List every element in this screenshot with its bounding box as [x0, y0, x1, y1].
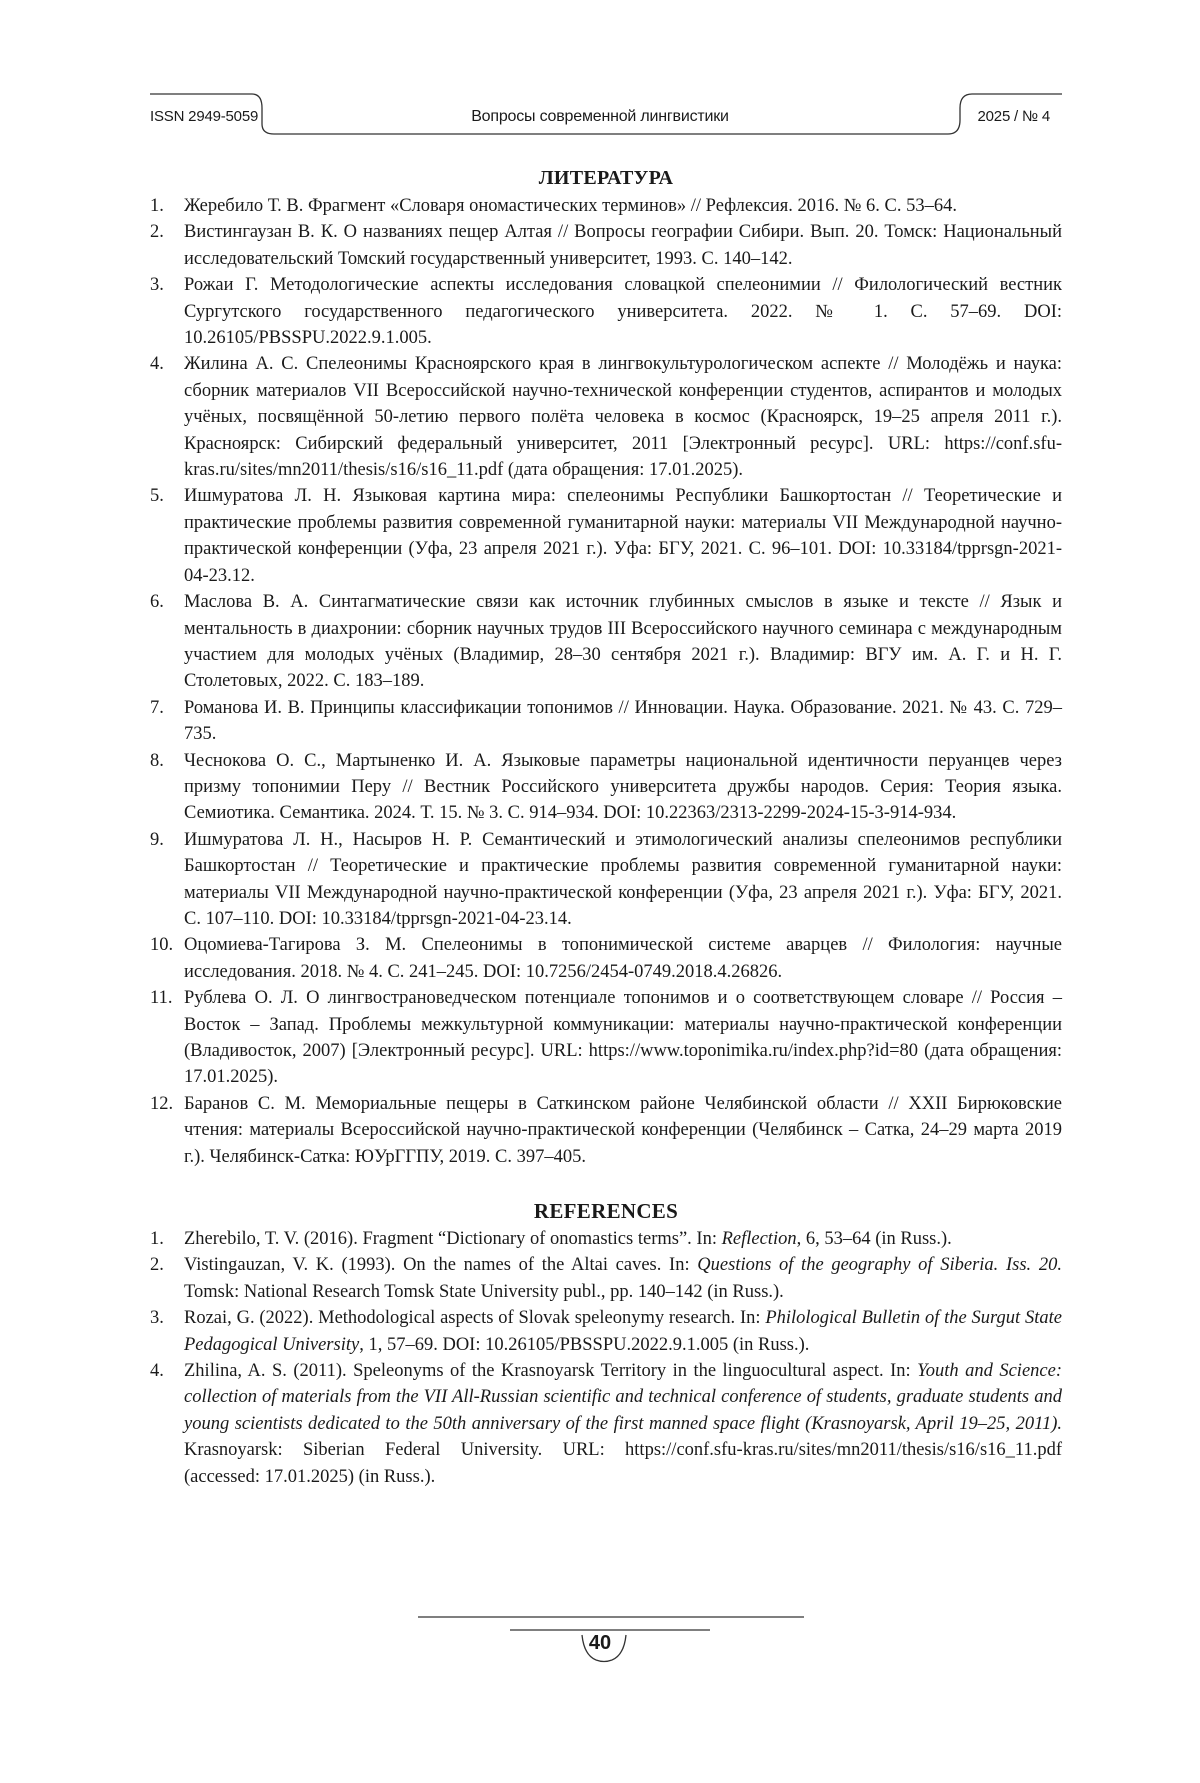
- issue-number: 2025 / № 4: [977, 108, 1050, 125]
- entry-text: Рублева О. Л. О лингвострановедческом потенциале топонимов и о соответствующем словаре // Россия – Восток – Запад. Проблемы межкультурной коммуникации: материалы научно-практической конференции (Владивосток, 2007) [Электронный ресурс]. URL: https://www.toponimika.ru/index.php?id=80 (дата обращения: 17.01.2025).: [184, 988, 1062, 1088]
- reference-entry: [150, 589, 1062, 695]
- entry-text: Романова И. В. Принципы классификации топонимов // Инновации. Наука. Образование. 2021. № 43. С. 729–735.: [184, 697, 1062, 745]
- reference-entry: [150, 483, 1062, 589]
- entry-text: Чеснокова О. С., Мартыненко И. А. Языковые параметры национальной идентичности перуанцев через призму топонимии Перу // Вестник Российского университета дружбы народов. Серия: Теория языка. Семиотика. Семантика. 2024. Т. 15. № 3. С. 914–934. DOI: 10.22363/2313-2299-2024-15-3-914-934.: [184, 750, 1062, 824]
- page-footer: [0, 1605, 1200, 1685]
- entry-text: Жеребило Т. В. Фрагмент «Словаря ономастических терминов» // Рефлексия. 2016. № 6. С. 53–64.: [184, 196, 957, 216]
- literature-heading: ЛИТЕРАТУРА: [538, 167, 674, 189]
- entry-number: 11.: [150, 988, 173, 1009]
- entry-text: Ишмуратова Л. Н. Языковая картина мира: спелеонимы Республики Башкортостан // Теоретические и практические проблемы развития современной гуманитарной науки: материалы VII Международной научно-практической конференции (Уфа, 23 апреля 2021 г.). Уфа: БГУ, 2021. С. 96–101. DOI: 10.33184/tpprsgn-2021-04-23.12.: [184, 486, 1062, 586]
- header-frame: [0, 0, 1200, 150]
- entry-text: Rozai, G. (2022). Methodological aspects of Slovak speleonymy research. In:: [184, 1308, 766, 1329]
- reference-entry: [150, 1091, 1062, 1170]
- entry-text: , 1, 57–69. DOI: 10.26105/PBSSPU.2022.9.1.005 (in Russ.).: [359, 1334, 810, 1355]
- entry-text: Krasnoyarsk: Siberian Federal University. URL: https://conf.sfu-kras.ru/sites/mn2011/thesis/s16/s16_11.pdf (accessed: 17.01.2025) (in Russ.).: [184, 1440, 1062, 1487]
- reference-entry: [150, 1252, 1062, 1305]
- entry-number: 2.: [150, 222, 164, 243]
- entry-source-title: Reflection: [721, 1229, 797, 1250]
- entry-text: Vistingauzan, V. K. (1993). On the names of the Altai caves. In:: [184, 1255, 698, 1276]
- entry-number: 2.: [150, 1255, 164, 1276]
- entry-source-title: Philological Bulletin of the Surgut State Pedagogical University: [184, 1308, 1062, 1355]
- journal-title: Вопросы современной лингвистики: [471, 108, 729, 125]
- entry-number: 4.: [150, 354, 164, 375]
- reference-entry: [150, 985, 1062, 1091]
- running-header: [0, 0, 1200, 150]
- reference-entry: [150, 351, 1062, 483]
- entry-number: 10.: [150, 935, 174, 956]
- issn: ISSN 2949-5059: [150, 108, 259, 125]
- entry-text: Рожаи Г. Методологические аспекты исследования словацкой спелеонимии // Филологический вестник Сургутского государственного педагогического университета. 2022. № 1. С. 57–69. DOI: 10.26105/PBSSPU.2022.9.1.005.: [184, 275, 1062, 349]
- entry-text: Tomsk: National Research Tomsk State University publ., pp. 140–142 (in Russ.).: [184, 1281, 784, 1302]
- entry-number: 9.: [150, 829, 164, 850]
- references-heading: REFERENCES: [533, 1199, 679, 1224]
- reference-entry: [150, 932, 1062, 985]
- entry-text: Zherebilo, T. V. (2016). Fragment “Dictionary of onomastics terms”. In:: [184, 1229, 722, 1250]
- entry-number: 12.: [150, 1093, 174, 1114]
- reference-entry: [150, 827, 1062, 933]
- reference-entry: [150, 1305, 1062, 1358]
- reference-entry: [150, 272, 1062, 351]
- entry-text: Маслова В. А. Синтагматические связи как источник глубинных смыслов в языке и тексте // Язык и ментальность в диахронии: сборник научных трудов III Всероссийского научного семинара с международным участием для молодых учёных (Владимир, 28–30 сентября 2021 г.). Владимир: ВГУ им. А. Г. и Н. Г. Столетовых, 2022. С. 183–189.: [184, 592, 1062, 692]
- literature-list: [150, 193, 1062, 1170]
- entry-number: 3.: [150, 1308, 164, 1329]
- reference-entry: [150, 193, 1062, 219]
- entry-source-title: Youth and Science: collection of materials from the VII All-Russian scientific and technical conference of students, graduate students and young scientists dedicated to the 50th anniversary of the first manned space flight (Krasnoyarsk, April 19–25, 2011).: [184, 1361, 1062, 1434]
- entry-number: 8.: [150, 750, 164, 771]
- entry-text: , 6, 53–64 (in Russ.).: [796, 1229, 952, 1250]
- entry-text: Ишмуратова Л. Н., Насыров Н. Р. Семантический и этимологический анализы спелеонимов республики Башкортостан // Теоретические и практические проблемы развития современной гуманитарной науки: материалы VII Международной научно-практической конференции (Уфа, 23 апреля 2021 г.). Уфа: БГУ, 2021. С. 107–110. DOI: 10.33184/tpprsgn-2021-04-23.14.: [184, 829, 1062, 929]
- entry-text: Жилина А. С. Спелеонимы Красноярского края в лингвокультурологическом аспекте // Молодёжь и наука: сборник материалов VII Всероссийской научно-технической конференции студентов, аспирантов и молодых учёных, посвящённой 50-летию первого полёта человека в космос (Красноярск, 19–25 апреля 2011 г.). Красноярск: Сибирский федеральный университет, 2011 [Электронный ресурс]. URL: https://conf.sfu-kras.ru/sites/mn2011/thesis/s16/s16_11.pdf (дата обращения: 17.01.2025).: [184, 354, 1062, 481]
- reference-entry: [150, 748, 1062, 827]
- entry-number: 6.: [150, 592, 164, 613]
- page-number: 40: [588, 1632, 612, 1654]
- entry-source-title: Questions of the geography of Siberia. Iss. 20.: [697, 1255, 1062, 1276]
- references-list: [150, 1226, 1062, 1490]
- entry-number: 3.: [150, 275, 164, 296]
- entry-text: Оцомиева-Тагирова З. М. Спелеонимы в топонимической системе аварцев // Филология: научные исследования. 2018. № 4. С. 241–245. DOI: 10.7256/2454-0749.2018.4.26826.: [184, 935, 1062, 982]
- reference-entry: [150, 1358, 1062, 1490]
- reference-entry: [150, 219, 1062, 272]
- reference-entry: [150, 695, 1062, 748]
- entry-number: 4.: [150, 1361, 164, 1382]
- reference-entry: [150, 1226, 1062, 1252]
- entry-number: 7.: [150, 697, 164, 718]
- entry-text: Баранов С. М. Мемориальные пещеры в Саткинском районе Челябинской области // XXII Бирюковские чтения: материалы Всероссийской научно-практической конференции (Челябинск – Сатка, 24–29 марта 2019 г.). Челябинск-Сатка: ЮУрГГПУ, 2019. С. 397–405.: [184, 1093, 1062, 1167]
- entry-number: 1.: [150, 196, 164, 216]
- entry-number: 5.: [150, 486, 164, 507]
- entry-text: Вистингаузан В. К. О названиях пещер Алтая // Вопросы географии Сибири. Вып. 20. Томск: Национальный исследовательский Томский государственный университет, 1993. С. 140–142.: [184, 222, 1062, 269]
- entry-text: Zhilina, A. S. (2011). Speleonyms of the Krasnoyarsk Territory in the linguocultural aspect. In:: [184, 1361, 918, 1382]
- page-body: [150, 165, 1062, 1490]
- entry-number: 1.: [150, 1229, 164, 1250]
